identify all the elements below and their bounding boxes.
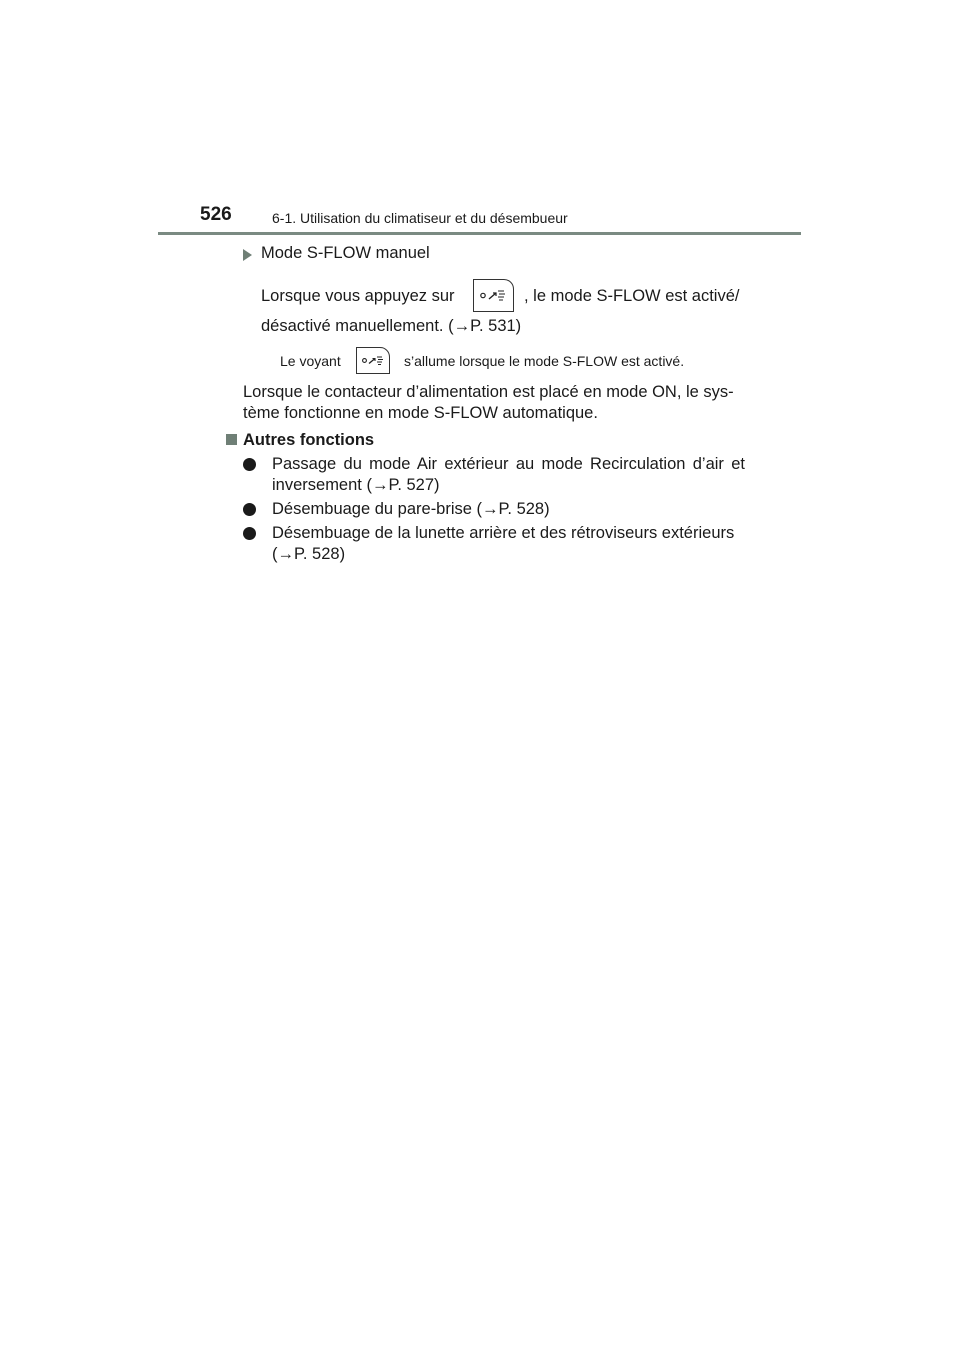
bullet-icon bbox=[243, 458, 256, 471]
page-number: 526 bbox=[200, 204, 232, 225]
s-flow-indicator-symbol-icon bbox=[357, 348, 389, 373]
list-item-3-line-2: (→P. 528) bbox=[272, 545, 346, 563]
list-item-1-line-2: inversement (→P. 527) bbox=[272, 476, 440, 494]
manual-mode-heading: Mode S-FLOW manuel bbox=[261, 244, 430, 262]
header-rule bbox=[158, 232, 801, 235]
bullet-icon bbox=[243, 503, 256, 516]
s-flow-indicator-icon bbox=[356, 347, 390, 374]
list-item-1-line-1: Passage du mode Air extérieur au mode Recirculation d’air et bbox=[272, 455, 745, 473]
other-functions-heading: Autres fonctions bbox=[243, 431, 375, 449]
indicator-text-b: s’allume lorsque le mode S-FLOW est activé. bbox=[404, 353, 685, 369]
list-item-3-line-1: Désembuage de la lunette arrière et des rétroviseurs extérieurs bbox=[272, 524, 735, 542]
manual-mode-text-1b: , le mode S-FLOW est activé/ bbox=[524, 287, 740, 305]
manual-mode-text-1a: Lorsque vous appuyez sur bbox=[261, 287, 455, 305]
manual-mode-text-2: désactivé manuellement. (→P. 531) bbox=[261, 317, 522, 335]
list-item-2: Désembuage du pare-brise (→P. 528) bbox=[272, 500, 550, 518]
auto-note-line-2: tème fonctionne en mode S-FLOW automatique. bbox=[243, 404, 598, 422]
s-flow-symbol-icon bbox=[474, 280, 513, 311]
square-bullet-icon bbox=[226, 434, 237, 445]
indicator-text-a: Le voyant bbox=[280, 353, 341, 369]
section-title: 6-1. Utilisation du climatiseur et du désembueur bbox=[272, 210, 568, 226]
arrow-bullet-icon bbox=[243, 249, 252, 261]
bullet-icon bbox=[243, 527, 256, 540]
s-flow-button-icon bbox=[473, 279, 514, 312]
auto-note-line-1: Lorsque le contacteur d’alimentation est placé en mode ON, le sys- bbox=[243, 383, 734, 401]
